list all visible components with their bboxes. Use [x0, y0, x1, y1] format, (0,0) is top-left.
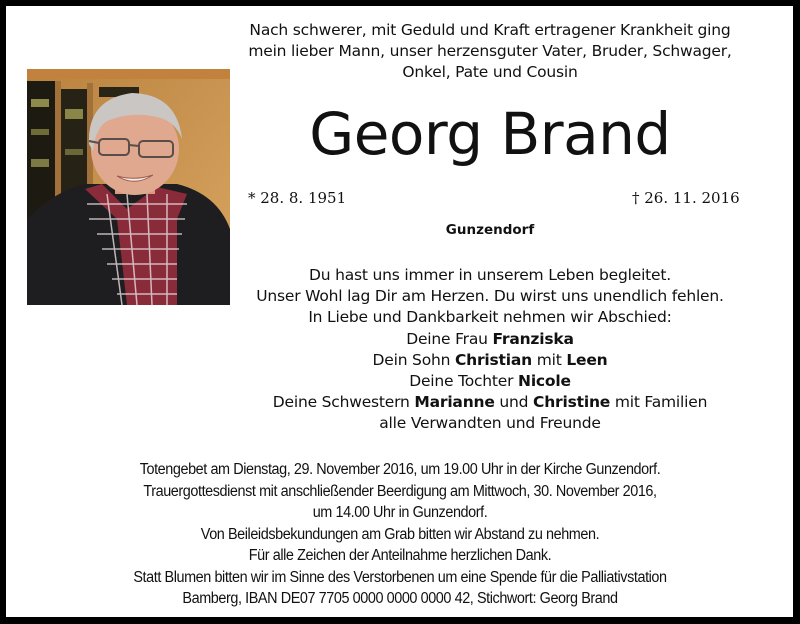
- mourning-line: In Liebe und Dankbarkeit nehmen wir Abschied:: [308, 308, 672, 327]
- family-name: Nicole: [518, 372, 571, 391]
- intro-line: Nach schwerer, mit Geduld und Kraft ertragener Krankheit ging: [249, 21, 731, 39]
- service-information: [47, 459, 754, 610]
- relation-label: Deine Frau: [406, 329, 493, 348]
- family-name: Leen: [566, 350, 608, 369]
- portrait-image: [27, 69, 230, 305]
- footer-line: Statt Blumen bitten wir im Sinne des Verstorbenen um eine Spende für die Palliativstation: [133, 568, 667, 586]
- footer-line: Trauergottesdienst mit anschließender Beerdigung am Mittwoch, 30. November 2016,: [143, 482, 657, 500]
- footer-line: Für alle Zeichen der Anteilnahme herzlichen Dank.: [248, 547, 552, 564]
- intro-text: [240, 20, 740, 83]
- family-name: Christian: [454, 350, 532, 369]
- family-member-line: [220, 392, 760, 413]
- closing-line: alle Verwandten und Freunde: [379, 414, 601, 433]
- family-member-line: [220, 350, 760, 371]
- connector-text: und: [494, 393, 534, 412]
- footer-line: Von Beileidsbekundungen am Grab bitten wir Abstand zu nehmen.: [200, 525, 600, 543]
- footer-line: Totengebet am Dienstag, 29. November 2016, um 19.00 Uhr in der Kirche Gunzendorf.: [139, 461, 661, 478]
- family-member-line: [220, 329, 760, 350]
- footer-line: Bamberg, IBAN DE07 7705 0000 0000 0000 42, Stichwort: Georg Brand: [182, 590, 618, 607]
- mourning-line: Du hast uns immer in unserem Leben begleitet.: [309, 266, 671, 284]
- family-name: Christine: [533, 393, 611, 412]
- obituary-notice: [6, 6, 793, 617]
- footer-line: um 14.00 Uhr in Gunzendorf.: [312, 504, 488, 521]
- family-name: Marianne: [414, 393, 495, 412]
- family-member-line: [220, 371, 760, 392]
- hometown: Gunzendorf: [445, 222, 535, 238]
- suffix-text: mit Familien: [610, 393, 708, 412]
- mourning-text: [220, 265, 760, 435]
- intro-line: Onkel, Pate und Cousin: [402, 63, 578, 81]
- death-date: † 26. 11. 2016: [632, 189, 740, 207]
- mourning-line: Unser Wohl lag Dir am Herzen. Du wirst uns unendlich fehlen.: [256, 287, 724, 306]
- relation-label: Dein Sohn: [372, 350, 455, 369]
- relation-label: Deine Tochter: [409, 372, 519, 391]
- intro-line: mein lieber Mann, unser herzensguter Vater, Bruder, Schwager,: [248, 42, 732, 60]
- relation-label: Deine Schwestern: [272, 393, 415, 412]
- portrait-photo: [27, 69, 230, 305]
- deceased-name: Georg Brand: [309, 100, 671, 168]
- connector-text: mit: [531, 350, 567, 369]
- family-name: Franziska: [492, 329, 574, 348]
- birth-date: * 28. 8. 1951: [248, 189, 347, 207]
